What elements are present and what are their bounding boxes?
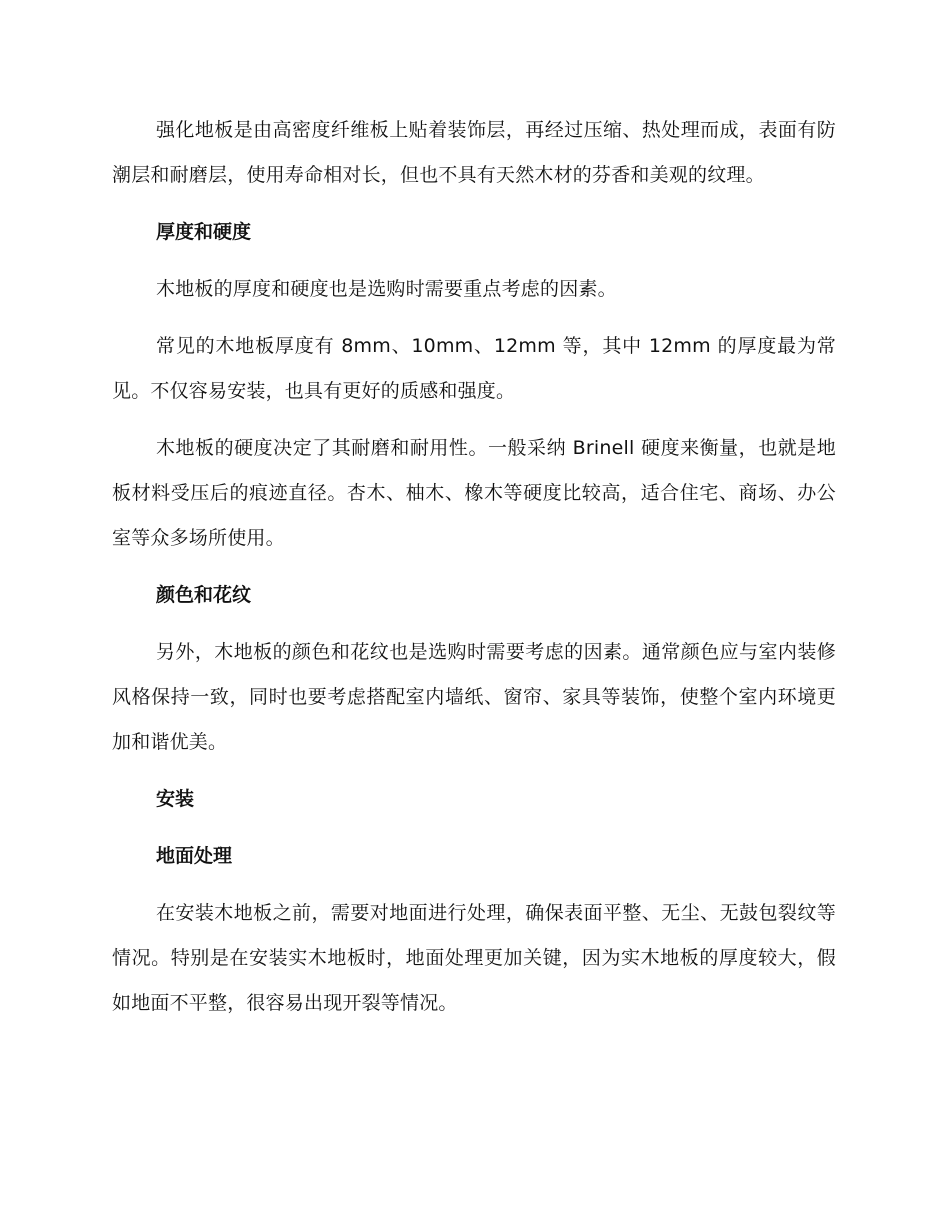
paragraph-thickness: 常见的木地板厚度有 8mm、10mm、12mm 等，其中 12mm 的厚度最为常见。不仅容易安装，也具有更好的质感和强度。 bbox=[112, 335, 836, 402]
paragraph-thickness-hardness-intro: 木地板的厚度和硬度也是选购时需要重点考虑的因素。 bbox=[156, 278, 617, 300]
paragraph-hardness: 木地板的硬度决定了其耐磨和耐用性。一般采纳 Brinell 硬度来衡量，也就是地板材料受压后的痕迹直径。杏木、柚木、橡木等硬度比较高，适合住宅、商场、办公室等众多场所使用。 bbox=[112, 437, 836, 549]
paragraph-color-pattern: 另外，木地板的颜色和花纹也是选购时需要考虑的因素。通常颜色应与室内装修风格保持一致，同时也要考虑搭配室内墙纸、窗帘、家具等装饰，使整个室内环境更加和谐优美。 bbox=[112, 641, 836, 753]
heading-thickness-hardness: 厚度和硬度 bbox=[156, 221, 252, 243]
heading-color-pattern: 颜色和花纹 bbox=[156, 584, 252, 606]
heading-installation: 安装 bbox=[156, 788, 195, 810]
document-page bbox=[112, 108, 836, 1038]
heading-floor-preparation: 地面处理 bbox=[156, 845, 233, 867]
paragraph-floor-preparation: 在安装木地板之前，需要对地面进行处理，确保表面平整、无尘、无鼓包裂纹等情况。特别是在安装实木地板时，地面处理更加关键，因为实木地板的厚度较大，假如地面不平整，很容易出现开裂等情况。 bbox=[112, 902, 836, 1014]
paragraph-laminate-intro: 强化地板是由高密度纤维板上贴着装饰层，再经过压缩、热处理而成，表面有防潮层和耐磨层，使用寿命相对长，但也不具有天然木材的芬香和美观的纹理。 bbox=[112, 119, 836, 186]
